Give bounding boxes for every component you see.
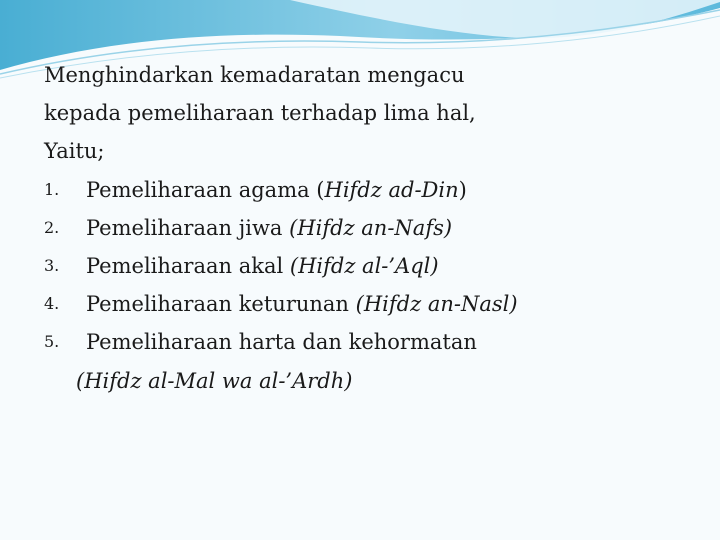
list-continuation [44,362,684,400]
list-item [44,171,684,209]
list-item [44,209,684,247]
list-item [44,323,684,361]
list-text: Pemeliharaan jiwa [86,215,290,240]
list-text: Pemeliharaan agama ( [86,177,325,202]
intro-line: kepada pemeliharaan terhadap lima hal, [44,101,476,126]
list-text: Pemeliharaan akal [86,254,290,279]
list-item [44,285,684,323]
list-term: (Hifdz al-Mal wa al-’Ardh) [76,368,353,393]
list-tail: ) [458,177,467,202]
list-number: 2. [44,217,60,237]
list-number: 4. [44,294,60,314]
list-number: 5. [44,332,60,352]
list-term: (Hifdz an-Nafs) [289,215,453,240]
intro-line: Menghindarkan kemadaratan mengacu [44,63,465,87]
list-number: 3. [44,256,60,276]
list-text: Pemeliharaan harta dan kehormatan [86,330,477,355]
list-term: Hifdz ad-Din [324,177,459,202]
list-number: 1. [44,179,60,199]
slide-content [44,56,684,400]
list-item [44,247,684,285]
list-term: (Hifdz al-’Aql) [289,254,439,279]
list-text: Pemeliharaan keturunan [86,292,356,317]
intro-line: Yaitu; [44,139,105,164]
list-term: (Hifdz an-Nasl) [355,292,518,317]
